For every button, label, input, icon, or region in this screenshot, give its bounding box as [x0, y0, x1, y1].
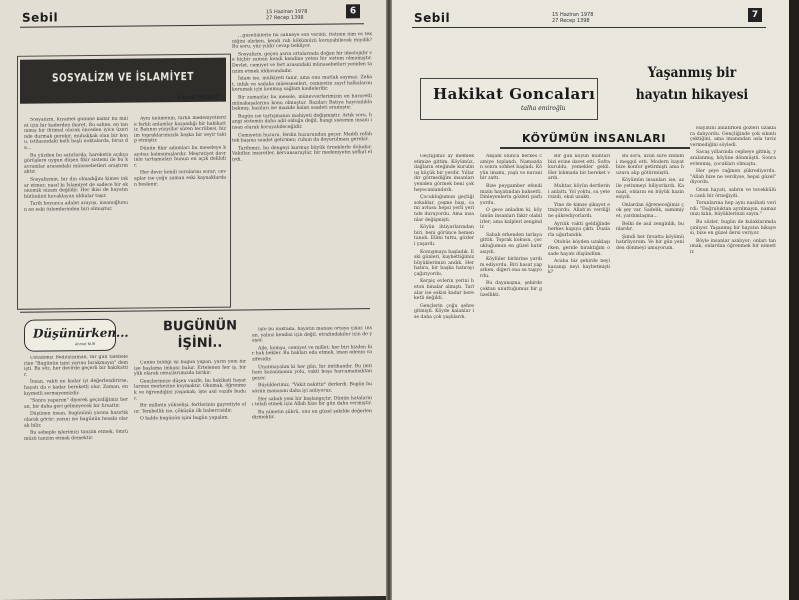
right-column-1: Geçtiğimiz ay memleketimize gittim. Köyümüz, dağların eteğinde kurulmuş küçük bir yerdir. Yıllardır görmediğim insanları yeniden görmek beni çok heyecanlandırdı. Çocukluğumun geçtiği sokaklar, çeşme başı, cami avlusu hepsi yerli yerinde duruyordu. Ama insanlar değişmişti. Köyün ihtiyarlarından biri, beni görünce hemen tanıdı. Elimi tuttu, gözleri yaşardı. Konuşmaya başladık. Eski günleri, kaybettiğimiz büyüklerimizi andık. Her hatıra, bir başka hatırayı çağırıyordu. Kerpiç evlerin yerini beton binalar almıştı. Tarlalar ise eskisi kadar bereketli değildi. Gençlerin çoğu şehre gitmişti. Köyde kalanlar ise daha çok yaşlılardı. [414, 154, 474, 321]
sosyalizm-title: SOSYALİZM VE İSLAMİYET [52, 69, 194, 85]
left-page-number: 6 [346, 4, 360, 18]
left-header [22, 9, 58, 25]
right-date-line2: 27 Recep 1398 [552, 18, 590, 24]
bugunun-isini-title: BUGÜNÜN İŞİNİ.. [162, 318, 237, 352]
left-header-rule [20, 23, 364, 28]
dusunurken-subtitle: Ahmet NUR [75, 342, 96, 347]
left-page [0, 0, 386, 600]
right-column-3: Bir gün köyün muhtarı bizi evine davet etti. Sofra kuruldu, yemekler geldi. Her lokmada bir bereket vardı. Muhtar, köyün dertlerini anlattı. Yol yoktu, su yetersizdi, okul uzaktı. Yine de kimse şikayet etmiyordu. Allah'ın verdiğine şükrediyorlardı. Ayrılık vakti geldiğinde herkes kapıya çıktı. Dualarla uğurlandık. Otobüs köyden uzaklaşırken, geride bıraktığım o sade hayatı düşündüm. Acaba biz şehirde neyi kazanıp neyi kaybetmiştik? [548, 154, 610, 276]
sosyalizm-column-2: Aynı kelimenin, farklı medeniyetlerde farklı anlamlar kazandığı bir hakikattir. Batının yüzyıllar süren tecrübesi, bizim topraklarımızda başka bir seyir takip etmiştir. Dünün fikir adamları bu meseleye kayıtsız kalmamışlardır. Meşrutiyet devrinin tartışmaları bunun en açık delilidir. Her devir kendi sorularını sorar; cevaplar ise çoğu zaman eski kaynaklardan beslenir. [134, 115, 226, 188]
koyumun-title-rule [500, 147, 690, 149]
left-column-right: ...güzelliklerle bu sahneye son verildi. Batının ilim ve tekniğini alırken, kendi ruh kökümüzü koruyabilecek miydik? Bu soru, yüz yıldır cevap bekliyor. Sosyalizm, geçen asrın ortalarında doğan bir ideolojidir ve hiçbir zaman kendi kendine yeten bir sistem olmamıştır. Devlet, cemiyet ve fert arasındaki münasebetleri yeniden tanzim etmek iddiasındadır. İslam ise, mülkiyeti tanır, ama onu mutlak saymaz. Zekat, infak ve sadaka müesseseleri, cemiyetin zayıf halkalarını korumak için konmuş sağlam kaidelerdir. Bir zamanlar bu mesele, münevverlerimizin en hararetli münakaşalarına konu olmuştur. Bazıları Batıya hayranlıkla bakmış, bazıları ise mazide kalan saadeti aramıştır. Bugün ise tartışmanın mahiyeti değişmiştir. Artık soru, hangi sistemin daha adil olduğu değil, hangi sistemin insanı insan olarak koruyabileceğidir. Cemiyetin huzuru, ferdin huzurundan geçer. Maddi refah tek başına saadet getirmez; ruhun da doyurulması gerekir. Tarihimiz, bu dengeyi kurmuş büyük örneklerle doludur. Vakıflar, imaretler, kervansaraylar, bir medeniyetin şefkat eliydi. [232, 32, 372, 163]
left-date [266, 9, 307, 25]
left-column-bottom-right: İşte bu noktada, hayatın manası ortaya çıkar. İnsan, yalnız kendisi için değil, etrafındakiler için de yaşar. Aile, komşu, cemiyet ve millet; her biri bizden bir hak bekler. Bu hakları eda etmek, iman edenin vazifesidir. Unutmayalım ki her gün, bir imtihandır. Bu imtihanı kazanmanın yolu, vakti boşa harcamamaktan geçer. Büyüklerimiz, "Vakit nakittir" derlerdi. Bugün bu sözün manasını daha iyi anlıyoruz. Her sabah yeni bir başlangıçtır. Dünün hatalarını telafi etmek için Allah bize bir gün daha vermiştir. Bu nimetin şükrü, onu en güzel şekilde değerlendirmektir. [252, 326, 372, 421]
right-date [552, 12, 593, 28]
left-date-line1: 15 Haziran 1978 [266, 8, 308, 16]
left-date-line2: 27 Recep 1398 [266, 14, 304, 22]
sosyalizm-column-1: Sosyalizm, Kıyamet gününe kadar bu millet için bir kaderden ibaret, Bu sahne, en tanınmış bir ihtimal olarak önceden iyice üzerinde durmak gerekir, muhakkak olan bir konu, istilasındaki belli başlı noktalarda, biraz da... Bu yüzden bu satırlarda, hareketin açıkça görüşlere uygun düşen fikir sistemi ile bu kavramlar arasındaki münasebetleri araştırmaktır. Sosyalizmin, bir din olmadığını kimse inkar etmez; nasıl ki İslamiyet de sadece bir ekonomik nizam değildir. Her ikisi de hayatın bütününü kucaklayan iddialar taşır. Tarih boyunca adalet arayışı, insanoğlunun en eski özlemlerinden biri olmuştur. [24, 116, 128, 213]
koyumun-insanlari-title: KÖYÜMÜN İNSANLARI [522, 132, 667, 145]
sosyalizm-author: Cemil MERİÇ [178, 94, 220, 102]
hakikat-goncalari-title: Hakikat Goncaları [433, 85, 596, 103]
right-page-number: 7 [748, 8, 762, 22]
dusunurken-title: Düşünürken... [33, 325, 129, 341]
right-date-line1: 15 Haziran 1978 [552, 12, 594, 18]
right-column-5: Hayatını anlatırken gözleri uzaklara dalıyordu. Gençliğinde çok sıkıntı çektiğini, ama imanından asla taviz vermediğini söyledi. Savaş yıllarında cepheye gitmiş, yaralanmış, köyüne dönmüştü. Sonra evlenmiş, çocukları olmuştu. Her şeye rağmen şükrediyordu. "Allah bize ne verdiyse, hepsi güzel" diyordu. Onun hayatı, sabrın ve tevekkülün canlı bir örneğiydi. Torunlarına hep aynı nasihati verirdi: "Doğruluktan ayrılmayın, namazınızı kılın, büyüklerinizi sayın." Bu sözler, bugün de kulaklarımda çınlıyor. Yaşanmış bir hayatın hikayesi, bize en güzel dersi veriyor. Böyle insanlar azalıyor; onları tanımak, onlardan öğrenmek bir nimettir. [690, 126, 776, 255]
right-header [414, 10, 450, 26]
dusunurken-box [24, 319, 129, 352]
right-masthead: Sebil [414, 11, 451, 25]
right-column-4: Bu soru, uzun süre zihnimi meşgul etti. Modern hayat bize konfor getirmişti ama huzuru alıp götürmüştü. Köyümün insanları ise, az ile yetinmeyi biliyorlardı. Kanaat, onların en büyük hazinesiydi. Onlardan öğreneceğimiz çok şey var. Sadelik, samimiyet, yardımlaşma... Belki de asıl zenginlik, bunlardır. Şimdi her fırsatta köyümü hatırlıyorum. Ve bir gün yeniden dönmeyi umuyorum. [616, 154, 684, 251]
hakikat-goncalari-author: talha emiroğlu [521, 105, 566, 112]
hakikat-goncalari-box [420, 78, 598, 120]
right-edge-shadow [789, 0, 799, 600]
left-masthead: Sebil [22, 10, 59, 25]
dusunurken-column-1: Üstadımız Bediüzzaman, bir gün talebelerine "Bugünün işini yarına bırakmayın" demişti. Bu söz, her devirde geçerli bir hakikattir. İnsan, vakti ne kadar iyi değerlendirirse, hayatı da o kadar bereketli olur. Zaman, en kıymetli sermayemizdir. "Sonra yaparım" diyerek geçirdiğimiz her an, bir daha geri gelmeyecek bir fırsattır. Düşünen insan, bugününü yarına hazırlık olarak görür; yarını ise bugünün hesabı olarak bilir. Bu sebeple işlerimizi tanzim etmek, ömrümüzü tanzim etmek demektir. [24, 354, 128, 442]
right-column-2: Akşam olunca herkes camiye toplandı. Namazdan sonra sohbet başladı. Köyün imamı, yaşlı ve nurani bir zattı. Bize peygamber efendimizin hayatından bahsetti. Dinleyenlerin gözleri parlıyordu. O gece anladım ki, köyümün insanları fakir olabilirler; ama kalpleri zengindir. Sabah erkenden tarlaya gittik. Toprak kokusu, çocukluğumun en güzel hatırasıydı. Köylüler birbirine yardım ediyordu. Biri hasat yaparken, diğeri ona su taşıyordu. Bu dayanışma, şehirde çoktan unuttuğumuz bir güzellikti. [480, 154, 542, 298]
right-header-rule [412, 27, 766, 28]
yasanmis-hayat-title: Yaşanmış bir hayatın hikayesi [635, 65, 749, 103]
dusunurken-column-2: Çünkü bildiği işi bugün yapan, yarın yeni bir işe başlama imkanı bulur. Ertelenen her iş, bir yük olarak omuzlarımızda birikir. Gençlerimize düşen vazife, bu hakikati hayatlarının merkezine koymaktır. Okumak, öğrenmek ve öğrendiğini yaşamak; işte asıl vazife budur. Bir milletin yükselişi, fertlerinin gayretiyle olur. Tembellik ise, çöküşün ilk habercisidir. O halde bugünün işini bugün yapalım. [134, 359, 246, 422]
